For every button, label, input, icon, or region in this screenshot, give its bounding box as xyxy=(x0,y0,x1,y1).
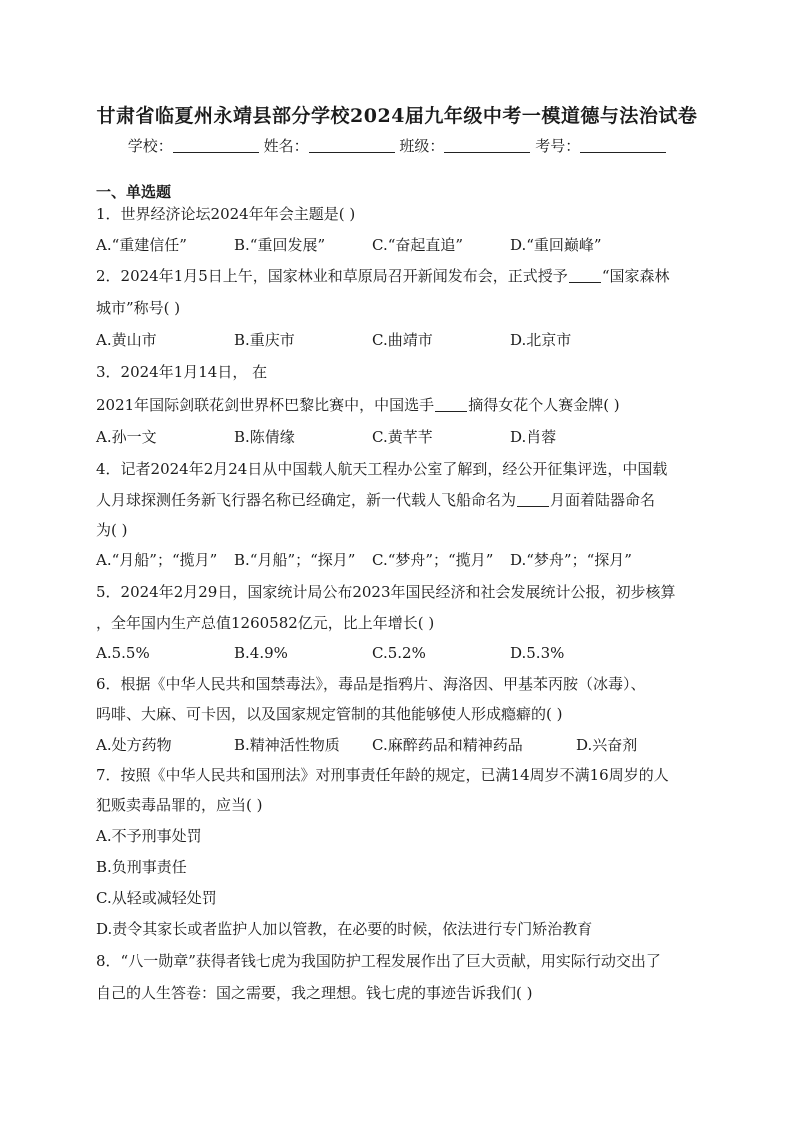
q3-option-c[interactable]: C.黄芊芊 xyxy=(372,428,433,446)
q3-option-b[interactable]: B.陈倩缘 xyxy=(234,428,295,446)
q5-option-d[interactable]: D.5.3% xyxy=(510,644,565,662)
q1-option-a[interactable]: A.“重建信任” xyxy=(96,236,187,254)
question-3-stem-line1: 3．2024年1月14日， 在 xyxy=(96,363,268,381)
question-8-stem-line2: 自己的人生答卷：国之需要，我之理想。钱七虎的事迹告诉我们( ) xyxy=(96,984,533,1002)
student-info-line xyxy=(0,135,794,156)
question-4-stem-line3: 为( ) xyxy=(96,521,128,539)
question-2-stem-line1 xyxy=(96,266,669,286)
q5-option-a[interactable]: A.5.5% xyxy=(96,644,150,662)
q2-option-b[interactable]: B.重庆市 xyxy=(234,331,295,349)
q4-option-d[interactable]: D.“梦舟”；“探月” xyxy=(510,551,632,569)
class-label: 班级： xyxy=(399,137,445,155)
q7-option-b[interactable]: B.负刑事责任 xyxy=(96,858,187,876)
q6-option-c[interactable]: C.麻醉药品和精神药品 xyxy=(372,736,523,754)
q4-option-c[interactable]: C.“梦舟”；“揽月” xyxy=(372,551,494,569)
q4-option-a[interactable]: A.“月船”；“揽月” xyxy=(96,551,218,569)
q6-option-d[interactable]: D.兴奋剂 xyxy=(576,736,638,754)
q1-option-c[interactable]: C.“奋起直追” xyxy=(372,236,464,254)
name-blank[interactable] xyxy=(309,138,395,153)
class-blank[interactable] xyxy=(444,138,530,153)
q2-option-c[interactable]: C.曲靖市 xyxy=(372,331,433,349)
q2-blank xyxy=(569,268,601,283)
q4-text-b: 月面着陆器命名 xyxy=(550,491,656,509)
number-blank[interactable] xyxy=(580,138,666,153)
q3-text-b: 摘得女花个人赛金牌( ) xyxy=(468,396,620,414)
q4-option-b[interactable]: B.“月船”；“探月” xyxy=(234,551,356,569)
q4-blank xyxy=(517,492,549,507)
question-4-stem-line2 xyxy=(96,490,655,510)
q1-option-d[interactable]: D.“重回巅峰” xyxy=(510,236,602,254)
q2-text-b: “国家森林 xyxy=(601,267,670,285)
q3-text-a: 2021年国际剑联花剑世界杯巴黎比赛中，中国选手 xyxy=(96,396,435,414)
q2-option-d[interactable]: D.北京市 xyxy=(510,331,572,349)
question-6-stem-line1: 6．根据《中华人民共和国禁毒法》，毒品是指鸦片、海洛因、甲基苯丙胺（冰毒）、 xyxy=(96,675,646,693)
question-5-stem-line1: 5．2024年2月29日，国家统计局公布2023年国民经济和社会发展统计公报，初步核算 xyxy=(96,583,676,601)
school-label: 学校： xyxy=(127,137,173,155)
q3-option-a[interactable]: A.孙一文 xyxy=(96,428,157,446)
question-7-stem-line2: 犯贩卖毒品罪的，应当( ) xyxy=(96,796,263,814)
q1-option-b[interactable]: B.“重回发展” xyxy=(234,236,326,254)
q2-option-a[interactable]: A.黄山市 xyxy=(96,331,157,349)
q5-option-b[interactable]: B.4.9% xyxy=(234,644,288,662)
q7-option-a[interactable]: A.不予刑事处罚 xyxy=(96,827,202,845)
q6-option-a[interactable]: A.处方药物 xyxy=(96,736,172,754)
school-blank[interactable] xyxy=(173,138,259,153)
question-4-stem-line1: 4．记者2024年2月24日从中国载人航天工程办公室了解到，经公开征集评选，中国载 xyxy=(96,460,668,478)
question-3-stem-line2 xyxy=(96,395,620,415)
q4-text-a: 人月球探测任务新飞行器名称已经确定，新一代载人飞船命名为 xyxy=(96,491,517,509)
question-2-stem-line2: 城市”称号( ) xyxy=(96,299,181,317)
number-label: 考号： xyxy=(535,137,581,155)
page-title: 甘肃省临夏州永靖县部分学校2024届九年级中考一模道德与法治试卷 xyxy=(96,105,698,127)
q6-option-b[interactable]: B.精神活性物质 xyxy=(234,736,340,754)
question-7-stem-line1: 7．按照《中华人民共和国刑法》对刑事责任年龄的规定，已满14周岁不满16周岁的人 xyxy=(96,766,669,784)
name-label: 姓名： xyxy=(263,137,309,155)
q3-blank xyxy=(435,397,467,412)
q5-option-c[interactable]: C.5.2% xyxy=(372,644,426,662)
q3-option-d[interactable]: D.肖蓉 xyxy=(510,428,557,446)
question-5-stem-line2: ，全年国内生产总值1260582亿元，比上年增长( ) xyxy=(96,614,435,632)
question-8-stem-line1: 8．“八一勋章”获得者钱七虎为我国防护工程发展作出了巨大贡献，用实际行动交出了 xyxy=(96,952,661,970)
section-heading: 一、单选题 xyxy=(96,183,172,201)
q2-text-a: 2．2024年1月5日上午，国家林业和草原局召开新闻发布会，正式授予 xyxy=(96,267,568,285)
question-6-stem-line2: 吗啡、大麻、可卡因，以及国家规定管制的其他能够使人形成瘾癖的( ) xyxy=(96,705,563,723)
q7-option-d[interactable]: D.责令其家长或者监护人加以管教，在必要的时候，依法进行专门矫治教育 xyxy=(96,920,593,938)
question-1-stem: 1．世界经济论坛2024年年会主题是( ) xyxy=(96,205,356,223)
q7-option-c[interactable]: C.从轻或减轻处罚 xyxy=(96,889,217,907)
